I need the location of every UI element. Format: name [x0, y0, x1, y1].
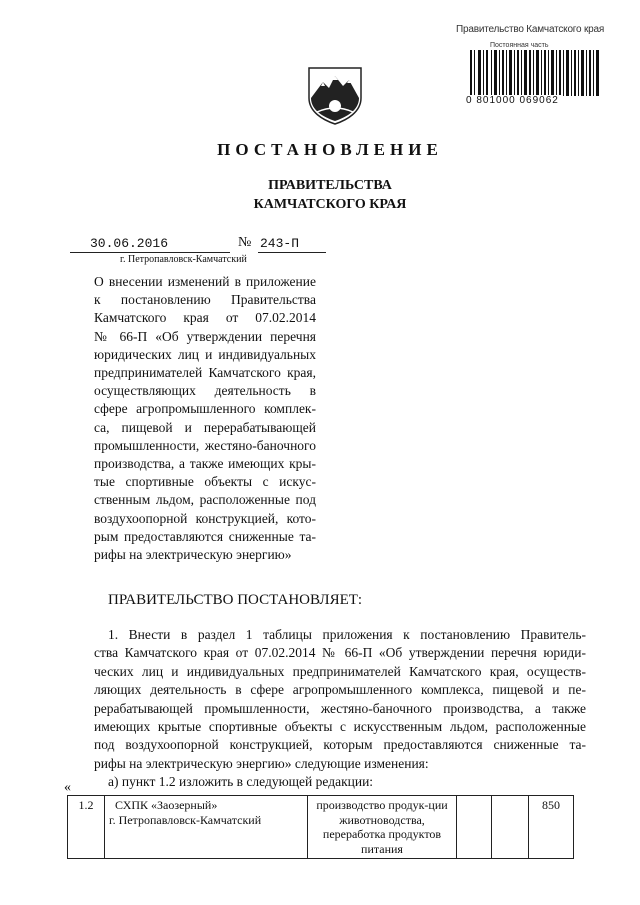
body-line: ства Камчатского края от 07.02.2014 № 66-П «Об утверждении перечня юриди- [94, 645, 586, 661]
resolves-heading: ПРАВИТЕЛЬСТВО ПОСТАНОВЛЯЕТ: [108, 592, 363, 608]
table-row [68, 796, 574, 859]
subject-line: Камчатского края от 07.02.2014 [94, 310, 316, 326]
subject-line: № 66-П «Об утверждении перечня [94, 328, 316, 344]
issuing-authority-line2: КАМЧАТСКОГО КРАЯ [253, 197, 407, 212]
subject-line: рым предоставляются сниженные та- [94, 528, 316, 544]
subject-line: тые спортивные объекты с искус- [94, 474, 316, 490]
body-line: имеющих крытые спортивные объекты с искусственным льдом, расположенные [94, 719, 586, 735]
subject-line: ственным льдом, расположенные под [94, 492, 316, 508]
body-line: рерабатывающей промышленности, жестяно-баночного производства, а также [94, 700, 586, 716]
registry-stamp-org: Правительство Камчатского края [456, 24, 605, 35]
resolution-body [94, 626, 586, 792]
value-cell: 850 [529, 796, 574, 859]
body-line: рифы на электрическую энергию» следующие изменения: [94, 755, 429, 771]
number-underline [258, 252, 326, 253]
subject-line: рифы на электрическую энергию» [94, 547, 292, 563]
subject-line: воздухоопорной конструкцией, кото- [94, 510, 316, 526]
subject-line: сфере агропромышленного комплек- [94, 401, 316, 417]
body-line: ляющих деятельность в сфере агропромышленного комплекса, пищевой и пе- [94, 682, 586, 698]
body-line: а) пункт 1.2 изложить в следующей редакции: [108, 774, 374, 790]
date-underline [70, 252, 230, 253]
issuing-authority [0, 176, 640, 214]
kamchatka-emblem-icon [305, 64, 365, 126]
subject-line: О внесении изменений в приложение [94, 274, 316, 289]
subject-line: са, пищевой и перерабатывающей [94, 419, 316, 435]
organization-cell [105, 796, 308, 859]
document-number: 243-П [260, 236, 300, 251]
issuing-city: г. Петропавловск-Камчатский [120, 254, 247, 265]
barcode [470, 50, 600, 96]
subject-line: к постановлению Правительства [94, 292, 316, 308]
subject-line: осуществляющих деятельность в [94, 383, 316, 399]
resolution-subject [94, 273, 316, 564]
empty-cell [457, 796, 492, 859]
barcode-number: 0 801000 069062 [466, 95, 559, 106]
amendment-table [67, 795, 574, 859]
registry-stamp-subtitle: Постоянная часть [490, 42, 549, 49]
subject-line: предпринимателей Камчатского края, [94, 365, 316, 381]
body-line: ческих лиц и индивидуальных предпринимателей Камчатского края, осуществ- [94, 663, 586, 679]
document-date: 30.06.2016 [90, 236, 169, 251]
subject-line: промышленности, жестяно-баночного [94, 437, 316, 453]
organization-city: г. Петропавловск-Камчатский [109, 812, 262, 827]
document-title: ПОСТАНОВЛЕНИЕ [217, 140, 443, 159]
subject-line: юридических лиц и индивидуальных [94, 346, 316, 362]
opening-quote: « [64, 780, 71, 795]
body-line: под воздухоопорной конструкцией, которым предоставляются сниженные та- [94, 737, 586, 753]
organization-name: СХПК «Заозерный» [115, 798, 218, 812]
number-label: № [238, 235, 252, 250]
subject-line: производства, а также имеющих кры- [94, 456, 316, 472]
activity-cell: производство продук-ции животноводства, переработка продуктов питания [308, 796, 457, 859]
row-number: 1.2 [68, 796, 105, 859]
issuing-authority-line1: ПРАВИТЕЛЬСТВА [268, 178, 392, 193]
empty-cell [492, 796, 529, 859]
body-line: 1. Внести в раздел 1 таблицы приложения к постановлению Правитель- [108, 627, 586, 642]
